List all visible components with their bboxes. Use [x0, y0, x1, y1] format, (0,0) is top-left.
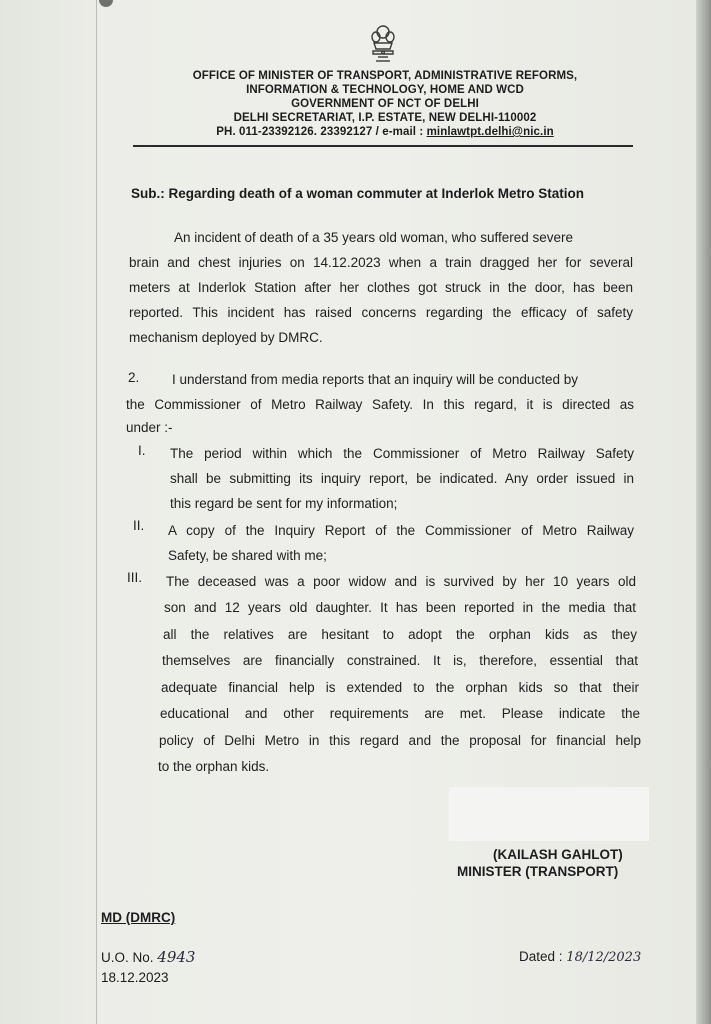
page-edge-shadow: [696, 0, 711, 1024]
office-title-line2: INFORMATION & TECHNOLOGY, HOME AND WCD: [246, 84, 524, 96]
header-divider: [133, 145, 633, 147]
para2-line: the Commissioner of Metro Railway Safety. In this regard, it is directed as: [126, 397, 634, 412]
address-line: DELHI SECRETARIAT, I.P. ESTATE, NEW DELHI-110002: [233, 112, 537, 124]
para2-line: I understand from media reports that an inquiry will be conducted by: [172, 372, 578, 387]
uo-date: 18.12.2023: [101, 970, 169, 985]
uo-number: 4943: [157, 948, 196, 966]
punch-hole: [99, 0, 113, 7]
item-line: A copy of the Inquiry Report of the Commissioner of Metro Railway: [168, 523, 634, 538]
signatory-designation: MINISTER (TRANSPORT): [457, 864, 619, 879]
para1-line: meters at Inderlok Station after her clothes got struck in the door, has been: [129, 280, 633, 295]
uo-label: U.O. No.: [101, 950, 154, 965]
dated-label: Dated :: [519, 949, 563, 964]
item-line: to the orphan kids.: [158, 759, 270, 774]
item-line: this regard be sent for my information;: [170, 496, 398, 511]
item-line: policy of Delhi Metro in this regard and the proposal for financial help: [159, 733, 641, 748]
signatory-name: (KAILASH GAHLOT): [493, 847, 623, 862]
item-numeral: III.: [127, 570, 143, 585]
item-line: themselves are financially constrained. It is, therefore, essential that: [162, 653, 638, 668]
margin-line: [96, 0, 97, 1024]
para1-line: mechanism deployed by DMRC.: [129, 330, 323, 345]
para2-number: 2.: [128, 370, 140, 385]
para1-line: reported. This incident has raised concerns regarding the efficacy of safety: [129, 305, 633, 320]
item-line: The deceased was a poor widow and is survived by her 10 years old: [166, 574, 636, 589]
para1-line: brain and chest injuries on 14.12.2023 when a train dragged her for several: [129, 255, 633, 270]
addressee: MD (DMRC): [101, 910, 176, 925]
para2-line: under :-: [126, 420, 173, 435]
item-line: The period within which the Commissioner of Metro Railway Safety: [170, 446, 634, 461]
redacted-signature: [449, 787, 649, 841]
para1-line: An incident of death of a 35 years old woman, who suffered severe: [174, 230, 573, 245]
item-line: all the relatives are hesitant to adopt the orphan kids as they: [163, 627, 637, 642]
item-line: Safety, be shared with me;: [168, 548, 327, 563]
phone-text: PH. 011-23392126. 23392127 / e-mail :: [216, 126, 424, 138]
item-numeral: I.: [138, 443, 146, 458]
national-emblem-icon: [368, 23, 398, 67]
dated-value: 18/12/2023: [566, 950, 642, 965]
item-numeral: II.: [133, 518, 145, 533]
item-line: shall be submitting its inquiry report, be indicated. Any order issued in: [170, 471, 634, 486]
uo-number-line: [101, 948, 195, 966]
subject-line: Sub.: Regarding death of a woman commuter at Inderlok Metro Station: [131, 186, 585, 201]
item-line: son and 12 years old daughter. It has been reported in the media that: [164, 600, 636, 615]
government-line: GOVERNMENT OF NCT OF DELHI: [291, 98, 479, 110]
dated-line: [519, 949, 641, 965]
contact-line: [135, 126, 635, 139]
email-text: minlawtpt.delhi@nic.in: [426, 126, 554, 138]
item-line: educational and other requirements are met. Please indicate the: [160, 706, 640, 721]
office-title-line1: OFFICE OF MINISTER OF TRANSPORT, ADMINISTRATIVE REFORMS,: [192, 70, 578, 82]
item-line: adequate financial help is extended to the orphan kids so that their: [161, 680, 639, 695]
